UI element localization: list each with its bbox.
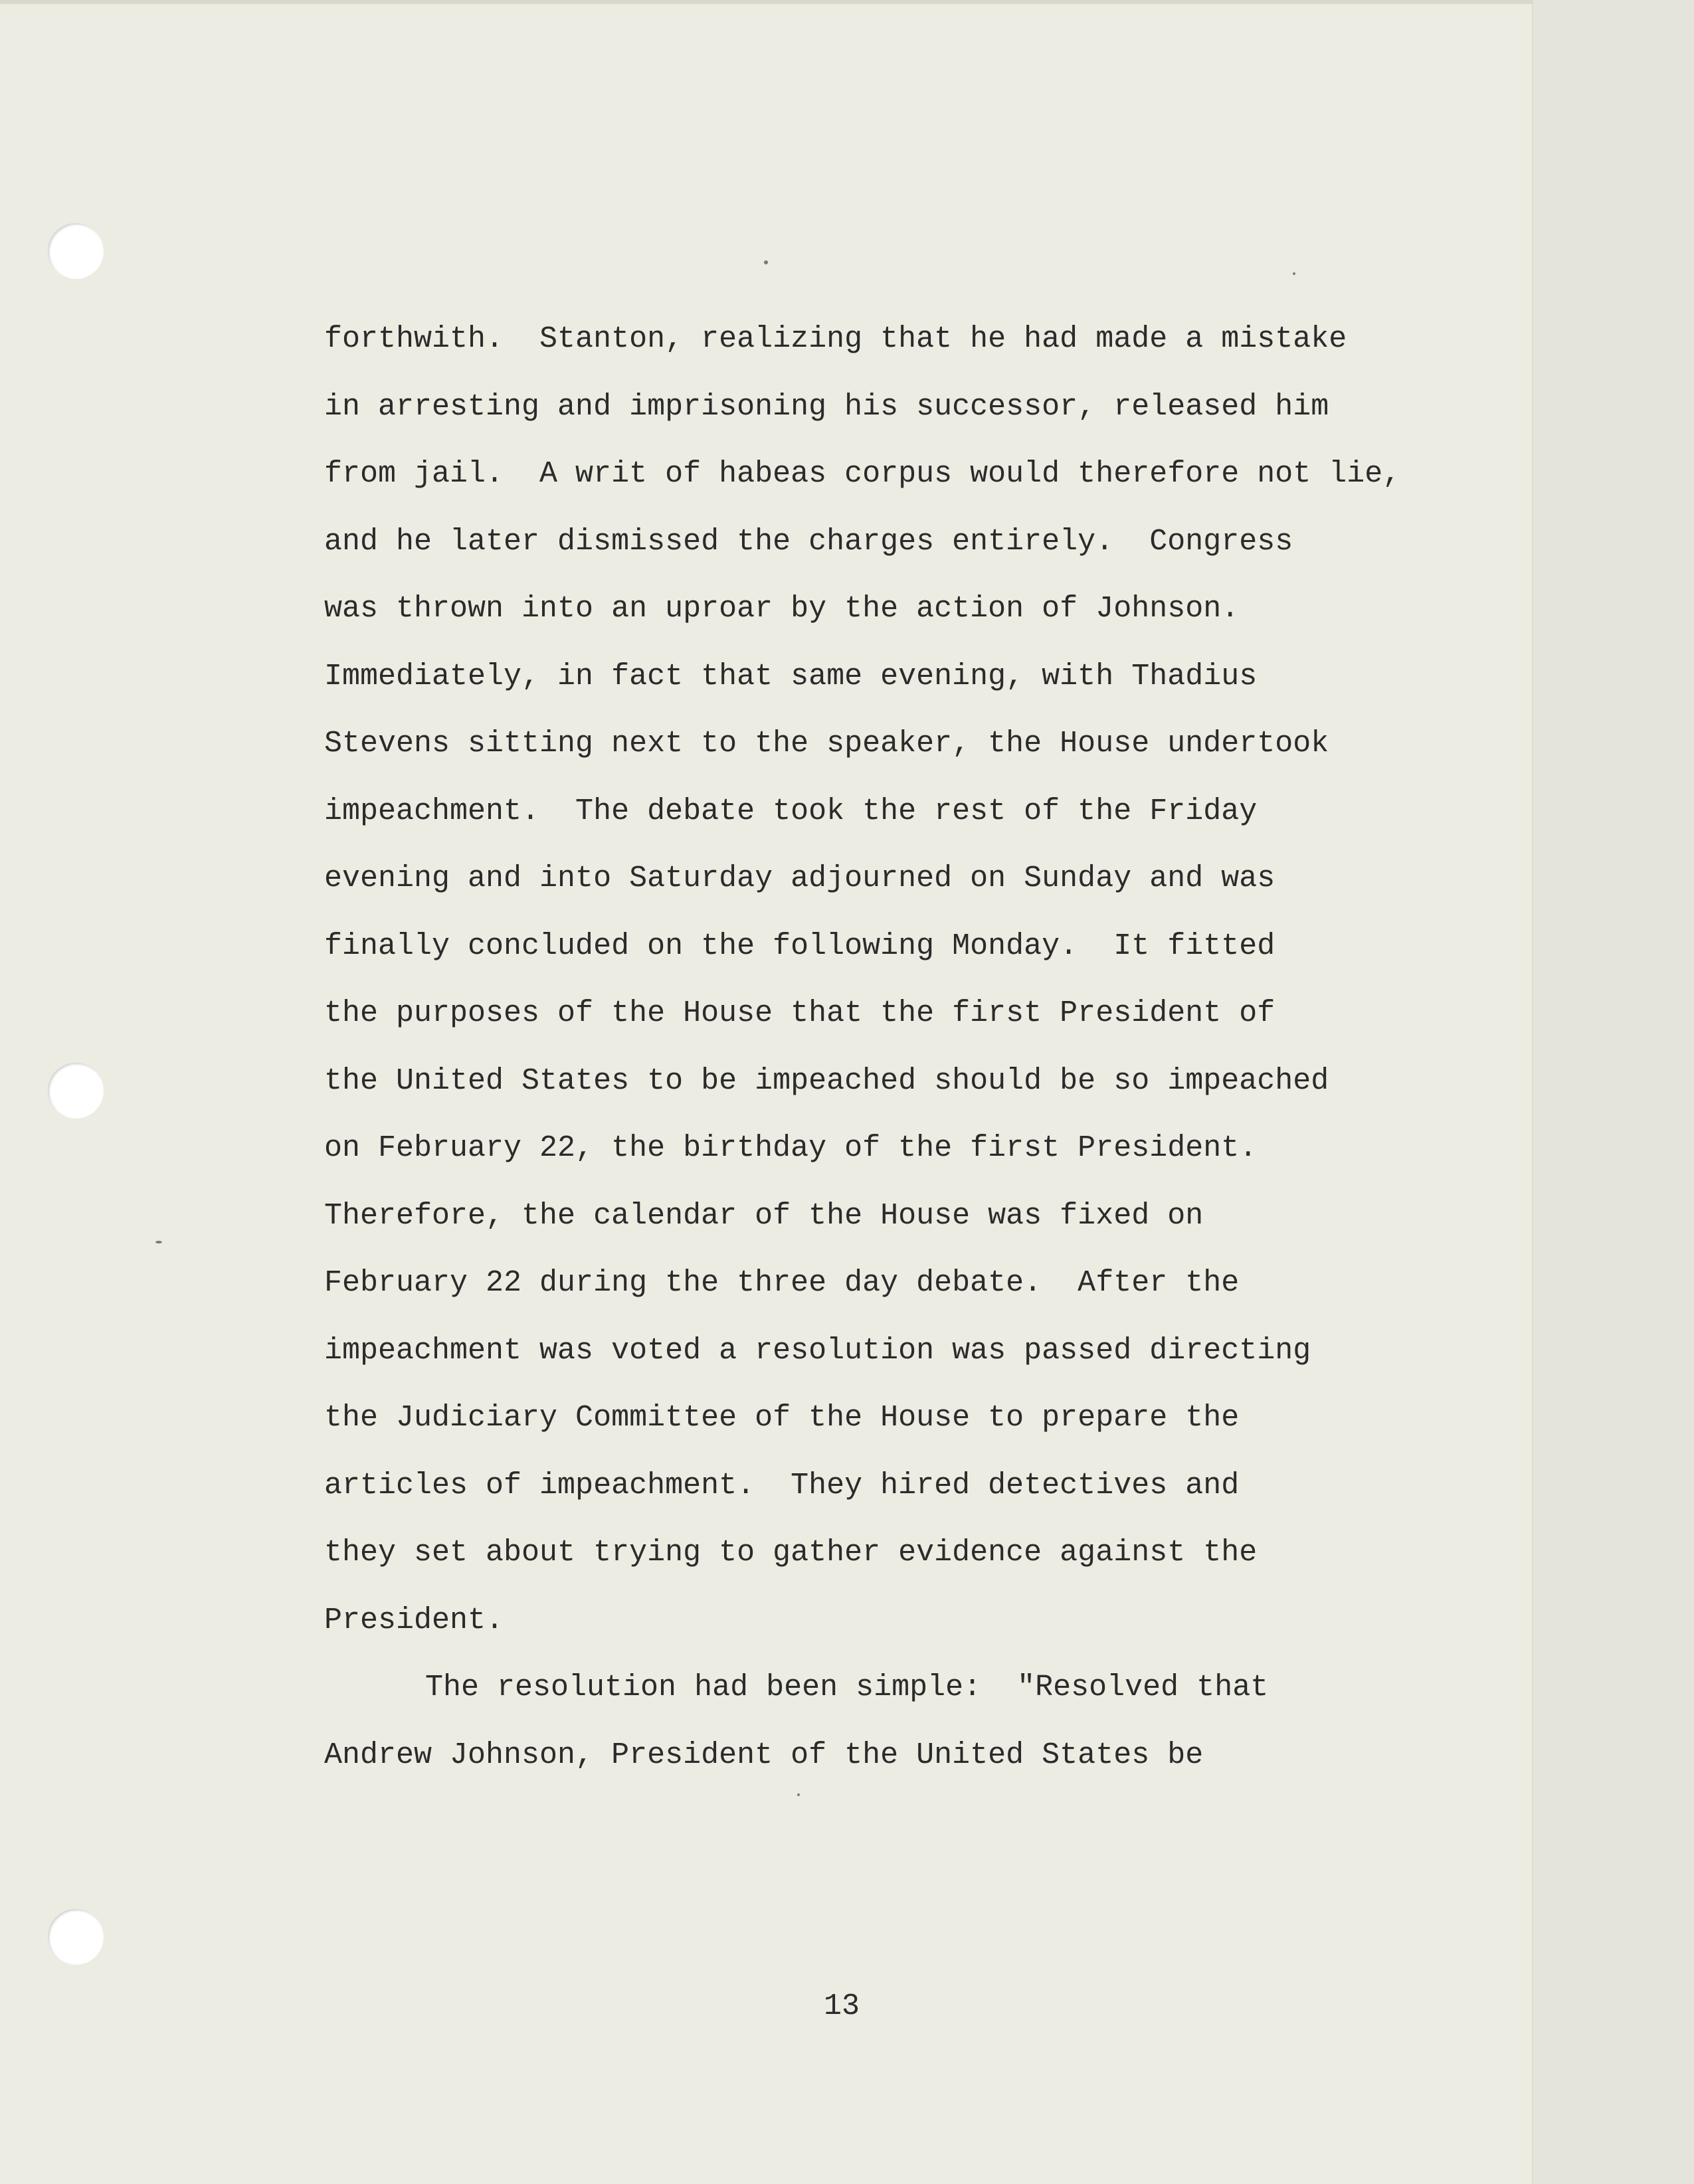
page-top-edge — [0, 0, 1694, 4]
text-line: impeachment. The debate took the rest of the Friday — [324, 794, 1258, 828]
punch-hole — [48, 1909, 104, 1965]
text-line: Immediately, in fact that same evening, with Thadius — [324, 659, 1258, 693]
text-line: Andrew Johnson, President of the United States be — [324, 1738, 1204, 1772]
text-line: evening and into Saturday adjourned on Sunday and was — [324, 862, 1275, 895]
punch-hole — [48, 223, 104, 279]
body-text — [324, 306, 1533, 1789]
text-line: The resolution had been simple: "Resolved that — [425, 1671, 1269, 1704]
text-line: finally concluded on the following Monday. It fitted — [324, 929, 1275, 963]
paper-speck — [797, 1793, 800, 1796]
text-line: Therefore, the calendar of the House was fixed on — [324, 1198, 1204, 1233]
text-line: President. — [324, 1603, 504, 1637]
paper-speck — [764, 260, 768, 264]
page-number: 13 — [824, 1989, 860, 2023]
text-line: from jail. A writ of habeas corpus would therefore not lie, — [324, 457, 1401, 491]
text-line: articles of impeachment. They hired detectives and — [324, 1468, 1240, 1502]
text-line: February 22 during the three day debate. After the — [324, 1266, 1240, 1300]
text-line: was thrown into an uproar by the action of Johnson. — [324, 592, 1240, 626]
punch-hole — [48, 1063, 104, 1119]
paper-speck — [155, 1241, 162, 1243]
text-line: they set about trying to gather evidence against the — [324, 1536, 1258, 1570]
text-line: and he later dismissed the charges entirely. Congress — [324, 524, 1293, 559]
text-line: the Judiciary Committee of the House to prepare the — [324, 1401, 1240, 1435]
text-line: impeachment was voted a resolution was passed directing — [324, 1333, 1311, 1368]
text-line: Stevens sitting next to the speaker, the House undertook — [324, 727, 1329, 761]
page-right-edge — [1532, 0, 1694, 2184]
text-line: forthwith. Stanton, realizing that he had made a mistake — [324, 322, 1347, 356]
text-line: on February 22, the birthday of the first President. — [324, 1131, 1258, 1165]
text-line: in arresting and imprisoning his successor, released him — [324, 389, 1329, 424]
text-line: the purposes of the House that the first President of — [324, 996, 1275, 1030]
paper-speck — [1293, 272, 1295, 275]
text-line: the United States to be impeached should be so impeached — [324, 1063, 1329, 1098]
